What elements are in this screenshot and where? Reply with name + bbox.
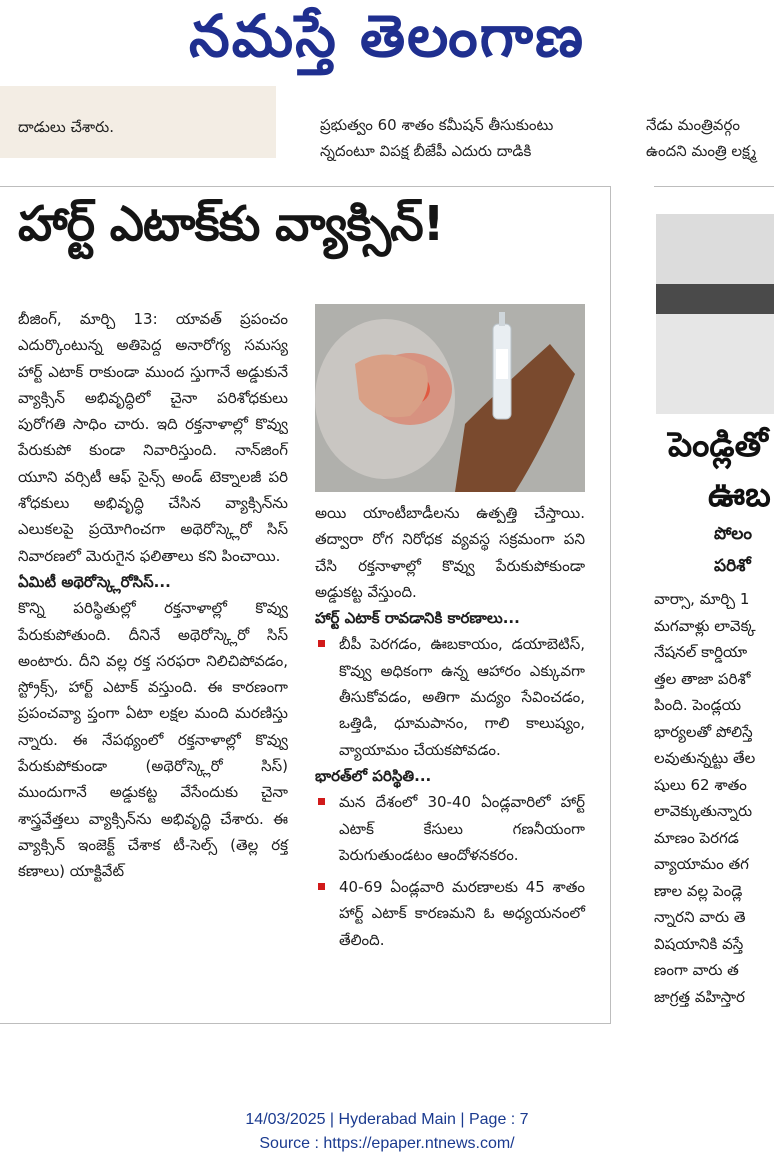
article-photo: [315, 304, 585, 492]
left-snippet-box: [0, 86, 276, 158]
india-list: [315, 789, 585, 953]
list-item: మన దేశంలో 30-40 ఏండ్లవారిలో హార్ట్ ఎటాక్ కేసులు గణనీయంగా పెరుగుతుండటం ఆందోళనకరం.: [315, 789, 585, 868]
article-headline: హార్ట్ ఎటాక్‌కు వ్యాక్సిన్!: [18, 196, 444, 252]
right-snippet-line-1: నేడు మంత్రివర్గం: [646, 116, 740, 134]
right-line: లవుతున్నట్టు తేల: [654, 749, 756, 767]
column-divider: [654, 186, 774, 187]
right-story-subhead: [714, 518, 752, 582]
newspaper-logo: నమస్తే తెలంగాణ: [189, 2, 585, 70]
causes-list: [315, 631, 585, 762]
footer-date-edition: 14/03/2025 | Hyderabad Main | Page : 7: [245, 1111, 529, 1128]
article-column-2: [315, 500, 585, 953]
subhead-atherosclerosis: ఏమిటీ అథెరోస్క్లెరోసిస్...: [18, 572, 171, 591]
footer-source-link[interactable]: Source : https://epaper.ntnews.com/: [259, 1135, 515, 1152]
article-intro: బీజింగ్, మార్చి 13: యావత్ ప్రపంచం ఎదుర్కొంటున్న అతిపెద్ద అనారోగ్య సమస్య హార్ట్ ఎటాక్ రాకుండా ముంద స్తుగానే అడ్డుకునే వ్యాక్సిన్ అభివృద్ధిలో చైనా పరిశోధకులు పురోగతి సాధిం చారు. ఇది రక్తనాళాల్లో కొవ్వు పేరుకుపో కుండా నివారిస్తుంది. నాన్‌జింగ్ యూని వర్సిటీ ఆఫ్ సైన్స్ అండ్ టెక్నాలజీ పరి శోధకులు అభివృద్ధి చేసిన వ్యాక్సిన్‌ను ఎలుకలపై ప్రయోగించగా అథెరోస్క్లెరో సిస్ నివారణలో మెరుగైన ఫలితాలు కని పించాయి.: [18, 310, 288, 565]
article-column-1: [18, 306, 288, 885]
right-story-body: [654, 586, 774, 1026]
right-story-photo: [656, 214, 774, 414]
right-line: ణాల వల్ల పెండ్లె: [654, 881, 743, 900]
masthead: [0, 0, 774, 86]
right-headline-line-2: ఊబ: [708, 475, 771, 515]
right-line: పింది. పెండ్లయ: [654, 696, 742, 714]
middle-snippet-line-1: ప్రభుత్వం 60 శాతం కమీషన్ తీసుకుంటు: [320, 116, 554, 134]
right-line: లావెక్కుతున్నారు: [654, 802, 753, 820]
room-photo: [656, 214, 774, 414]
article-body-1b: కొన్ని పరిస్థితుల్లో రక్తనాళాల్లో కొవ్వు పేరుకుపోతుంది. దీనినే అథెరోస్క్లెరో సిస్ అంటారు. దీని వల్ల రక్త సరఫరా నిలిచిపోవడం, స్ట్రోక్స్, హార్ట్ ఎటాక్ వస్తుంది. ఈ కారణంగా ప్రపంచవ్యా ప్తంగా ఏటా లక్షల మంది మరణిస్తు న్నారు. ఈ నేపథ్యంలో రక్తనాళాల్లో కొవ్వు పేరుకుపోకుండా (అథెరోస్క్లెరో సిస్) ముందుగానే అడ్డుకట్ట వేసేందుకు చైనా శాస్త్రవేత్తలు వ్యాక్సిన్‌ను అభివృద్ధి చేశారు. ఈ వ్యాక్సిన్ ఇంజెక్ట్ చేశాక టీ-సెల్స్ (తెల్ల రక్త కణాలు) యాక్టివేట్: [18, 599, 288, 881]
heart-vaccine-illustration: [315, 304, 585, 492]
right-sub-line-1: పోలం: [714, 524, 752, 544]
left-snippet-text: దాడులు చేశారు.: [18, 118, 114, 136]
right-line: నేషనల్ కార్డియా: [654, 643, 748, 661]
right-line: షులు 62 శాతం: [654, 775, 747, 794]
right-line: భార్యలతో పోలిస్తే: [654, 722, 753, 741]
right-sub-line-2: పరిశో: [714, 556, 751, 576]
right-line: మగవాళ్లు లావెక్క: [654, 616, 756, 635]
right-line: వ్యాయామం తగ: [654, 855, 749, 873]
right-line: మాణం పెరగడ: [654, 828, 739, 847]
page-footer: [0, 1108, 774, 1156]
list-item: బీపీ పెరగడం, ఊబకాయం, డయాబెటిస్, కొవ్వు అధికంగా ఉన్న ఆహారం ఎక్కువగా తీసుకోవడం, అతిగా మద్యం సేవించడం, ఒత్తిడి, ధూమపానం, గాలి కాలుష్యం, వ్యాయామం చేయకపోవడం.: [315, 631, 585, 762]
right-line: వార్సా, మార్చి 1: [654, 590, 750, 608]
right-line: విషయానికి వస్తే: [654, 934, 744, 953]
list-item: 40-69 ఏండ్లవారి మరణాలకు 45 శాతం హార్ట్ ఎటాక్ కారణమని ఓ అధ్యయనంలో తేలింది.: [315, 874, 585, 953]
middle-snippet-line-2: న్నదంటూ విపక్ష బీజేపీ ఎదురు దాడికి: [320, 142, 532, 160]
right-snippet-line-2: ఉందని మంత్రి లక్ష్మ: [646, 142, 757, 160]
right-line: జాగ్రత్త వహిస్తార: [654, 987, 745, 1006]
right-line: ణంగా వారు త: [654, 961, 739, 979]
right-headline-line-1: పెండ్లితో: [668, 425, 768, 465]
article-body-2: అయి యాంటీబాడీలను ఉత్పత్తి చేస్తాయి. తద్వారా రోగ నిరోధక వ్యవస్థ సక్రమంగా పని చేసి రక్తనాళాల్లో కొవ్వు పేరుకుపోకుండా అడ్డుకట్ట వేస్తుంది.: [315, 504, 585, 601]
subhead-india: భారత్‌లో పరిస్థితి...: [315, 766, 432, 785]
right-line: త్తల తాజా పరిశో: [654, 669, 751, 688]
right-story-headline: [668, 420, 771, 520]
subhead-causes: హార్ట్ ఎటాక్ రావడానికి కారణాలు...: [315, 609, 520, 628]
right-line: న్నారని వారు తె: [654, 908, 746, 926]
